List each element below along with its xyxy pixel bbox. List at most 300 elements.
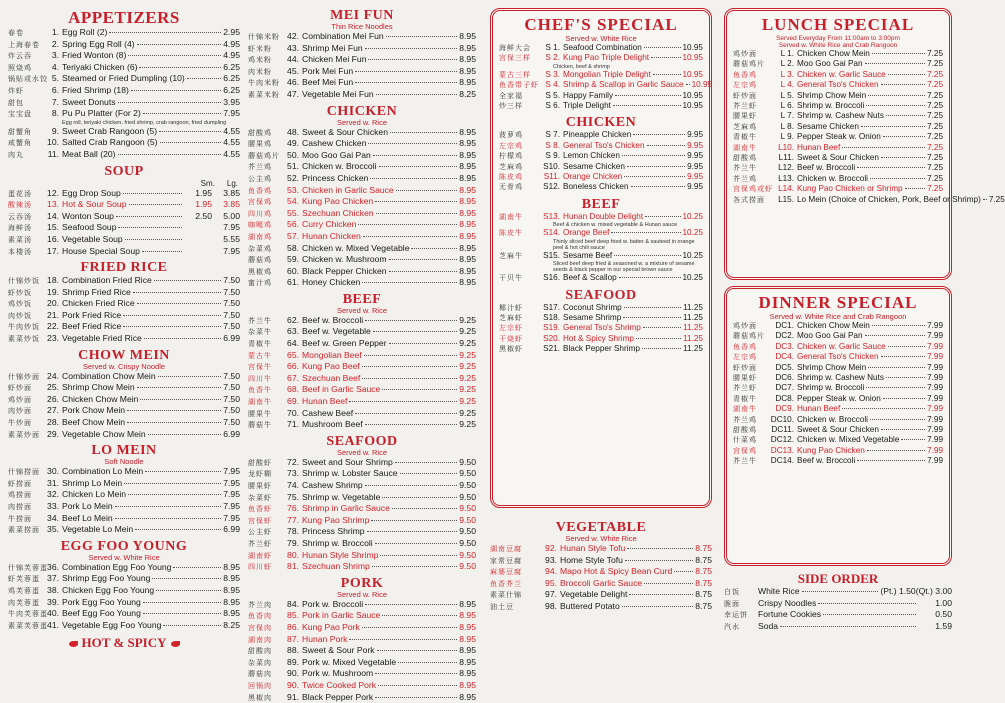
chinese-name: 甜酸肉 [248,646,282,657]
item-description: Beef & chicken w. mixed vegetable & Hunan sauce [499,222,703,228]
dot-leader [614,255,680,256]
dot-leader [872,53,925,54]
menu-item [248,138,476,150]
menu-column-3 [490,8,712,656]
item-price: 8.95 [459,43,476,54]
menu-item [499,273,703,283]
item-name: Szechuan Chicken [302,208,374,219]
side-order-list [724,586,952,632]
item-price: 8.95 [459,54,476,65]
menu-item [248,468,476,480]
item-number: 5. [42,73,62,84]
menu-item [733,331,943,341]
menu-item [8,310,240,322]
menu-item [248,89,476,101]
dot-leader [145,471,221,472]
menu-item [8,73,240,85]
item-price: 7.50 [223,417,240,428]
item-name: Lemon Chicken [563,151,620,161]
item-price: 7.95 [223,489,240,500]
menu-item [248,185,476,197]
vegetable-title: VEGETABLE [490,520,712,535]
item-number: DC6. [767,373,797,383]
dot-leader [376,94,458,95]
item-number: 66. [282,361,302,372]
dot-leader [118,227,182,228]
beef-subtitle: Served w. Rice [248,307,476,315]
dot-leader [866,387,925,388]
menu-item [248,66,476,78]
dot-leader [355,71,457,72]
item-price: 7.99 [927,342,943,352]
chinese-name: 芥兰鸡 [733,415,767,425]
item-price: 8.25 [223,620,240,631]
chinese-name: 腰果虾 [248,481,282,492]
menu-item [248,599,476,611]
dot-leader [358,224,457,225]
item-price: 6.99 [223,333,240,344]
item-number: 90. [282,680,302,691]
item-number: 41. [42,620,62,631]
item-number: 80. [282,550,302,561]
item-number: 81. [282,561,302,572]
item-price: 10.95 [683,53,704,63]
menu-item [8,417,240,429]
dot-leader [355,413,457,414]
egg-foo-young-section [8,539,240,632]
chinese-name: 素菜汤 [8,235,42,246]
dot-leader [137,387,222,388]
chow-mein-section [8,348,240,441]
item-description: Sliced beef deep fried & seasoned w. a mixture of sesame seeds & black pepper in our special brown sauce [499,261,703,273]
menu-item [8,211,240,223]
item-price: 10.25 [683,273,704,283]
fried-rice-section [8,260,240,345]
chinese-name: 菠萝鸡 [499,130,533,140]
item-price: 8.95 [459,634,476,645]
item-price: 8.95 [459,243,476,254]
item-price: 9.95 [687,141,703,151]
dot-leader [128,494,221,495]
item-number: DC10. [767,415,797,425]
menu-item [733,80,943,90]
item-price: 8.25 [459,89,476,100]
item-price: 8.95 [459,599,476,610]
item-price: 7.25 [927,184,943,194]
item-name: Hot & Spicy Shrimp [563,334,634,344]
chinese-name: 虾米粉 [248,44,282,55]
chinese-name: 蘑菇肉 [248,669,282,680]
item-number: 94. [524,566,560,577]
item-name: Curry Chicken [302,219,356,230]
item-name: Chicken w. Mushroom [302,254,387,265]
item-number: 2. [42,39,62,50]
chinese-name: 甜酸鸡 [733,153,767,163]
chinese-name: 素菜米粉 [248,90,282,101]
menu-item [490,566,712,578]
menu-column-2 [248,8,476,656]
chinese-name: 甜酸虾 [248,458,282,469]
menu-item [499,141,703,151]
menu-item [490,578,712,590]
dot-leader [375,201,457,202]
item-price: 10.25 [683,212,704,222]
dot-leader [905,188,925,189]
item-price: 9.25 [459,315,476,326]
chinese-name: 麻婆豆腐 [490,567,524,578]
item-price: 1.00 [918,598,952,609]
item-name: Hunan Beef [797,404,840,414]
dot-leader [627,166,685,167]
item-price: 10.25 [683,251,704,261]
chinese-name: 青椒牛 [733,394,767,404]
chinese-name: 鸡芙蓉蛋 [8,586,42,597]
item-price: 7.25 [927,163,943,173]
dot-leader [365,604,457,605]
item-price: 7.50 [223,394,240,405]
menu-item [733,91,943,101]
dot-leader [651,57,680,58]
dot-leader [129,204,183,205]
item-name: Hunan Double Delight [563,212,643,222]
seafood-list [248,457,476,573]
item-name: Shrimp Mei Fun [302,43,363,54]
item-price: 9.50 [459,480,476,491]
item-price: 7.25 [989,195,1005,205]
item-name: Combination Mei Fun [302,31,384,42]
item-name: Black Pepper Pork [302,692,373,703]
menu-item [8,137,240,149]
item-price: 7.25 [927,59,943,69]
chinese-name: 炸虾 [8,86,42,97]
dot-leader [888,74,925,75]
item-price: 8.95 [223,573,240,584]
item-name: Pork w. Mushroom [302,668,373,679]
item-number: 19. [42,287,62,298]
item-name: Shrimp w. Broccoli [302,538,373,549]
dot-leader [124,483,221,484]
menu-item [248,208,476,220]
dot-leader [395,462,458,463]
dot-leader [861,126,925,127]
chefs-special-subtitle: Served w. White Rice [499,35,703,43]
item-price: 6.99 [223,524,240,535]
dot-leader [392,508,457,509]
chinese-name: 柠檬鸡 [499,151,533,161]
item-price: 8.95 [223,597,240,608]
item-description: Thinly sliced beef deep fried w. batter & sauteed in orange peel & hot chili sauce [499,239,703,251]
item-price: 8.95 [459,610,476,621]
item-number: 15. [42,222,62,233]
item-price: 7.50 [223,298,240,309]
chinese-name: 湖南牛 [499,212,533,222]
item-price: 7.50 [223,371,240,382]
chow-mein-subtitle: Served w. Crispy Noodle [8,363,240,371]
item-name: Chicken w. Broccoli [302,161,377,172]
dot-leader [376,213,458,214]
item-name: Pork Fried Rice [62,310,121,321]
item-name: Steamed or Fried Dumpling (10) [62,73,185,84]
item-name: Chicken Lo Mein [62,489,126,500]
item-number: S19. [533,323,563,333]
chinese-name: 宫保虾 [248,516,282,527]
item-name: Combination Egg Foo Young [62,562,171,573]
dot-leader [364,355,458,356]
item-name: Hunan Style Shrimp [302,550,378,561]
chinese-name: 油土豆 [490,602,524,613]
item-price: 8.95 [459,138,476,149]
chinese-name: 各式捞面 [733,195,767,205]
item-name: Teriyaki Chicken (6) [62,62,137,73]
item-price: 7.95 [223,466,240,477]
dot-leader [158,376,222,377]
menu-item [248,457,476,469]
menu-item [733,70,943,80]
chinese-name: 素菜芙蓉蛋 [8,621,42,632]
item-number: 20. [42,298,62,309]
menu-column-1 [8,8,240,656]
dot-leader [142,251,182,252]
dot-leader [400,473,458,474]
menu-item [8,321,240,333]
chinese-name: 白饭 [724,587,758,598]
item-name: White Rice [758,586,800,597]
menu-item [8,199,240,211]
dot-leader [143,113,221,114]
menu-item [248,219,476,231]
chinese-name: 牛肉炒饭 [8,322,42,333]
item-name: Fortune Cookies [758,609,821,620]
menu-item [248,668,476,680]
item-name: Fried Shrimp (18) [62,85,129,96]
item-number: 43. [282,43,302,54]
dot-leader [382,497,457,498]
item-number: S10. [533,162,563,172]
menu-item [248,315,476,327]
menu-item [248,54,476,66]
chinese-name: 虾炒饭 [8,288,42,299]
item-number: S 1. [533,43,563,53]
dot-leader [857,167,925,168]
item-number: 6. [42,85,62,96]
dot-leader [362,627,457,628]
item-name: Triple Delight [563,101,611,111]
chinese-name: 炸云吞 [8,51,42,62]
item-name: Seafood Soup [62,222,116,233]
item-number: 85. [282,610,302,621]
item-price-small: 2.50 [184,211,212,222]
item-name: Shrimp w. Broccoli [797,383,864,393]
item-price: 9.50 [459,550,476,561]
chicken-section [248,104,476,289]
menu-item [248,657,476,669]
dot-leader [125,239,182,240]
menu-item [499,323,703,333]
item-number: L15. [767,195,797,205]
item-name: Szechuan Shrimp [302,561,370,572]
chinese-name: 鱼香牛 [248,385,282,396]
dot-leader [118,154,222,155]
dot-leader [644,47,681,48]
item-name: Vegetable Delight [560,589,627,600]
item-price: 9.95 [687,162,703,172]
item-name: Vegetable Fried Rice [62,333,142,344]
dot-leader [143,613,221,614]
menu-item [499,182,703,192]
item-price: 7.99 [927,446,943,456]
chinese-name: 芝麻牛 [499,251,533,261]
item-price: 9.25 [459,384,476,395]
chinese-name: 陈皮牛 [499,228,533,238]
item-price: 6.99 [223,429,240,440]
item-number: 75. [282,492,302,503]
chinese-name: 甜酸鸡 [733,425,767,435]
chinese-name: 虾炒面 [733,91,767,101]
chinese-name: 素菜捞面 [8,525,42,536]
item-price: 8.95 [459,266,476,277]
item-price-small: 1.95 [184,188,212,199]
item-number: 24. [42,371,62,382]
item-number: S14. [533,228,563,238]
item-price-small: 1.95 [184,199,212,210]
item-price: 1.59 [918,621,952,632]
item-name: Pork Chow Mein [62,405,125,416]
menu-item [8,562,240,574]
menu-item [248,515,476,527]
dot-leader [115,506,222,507]
item-price: 8.95 [459,231,476,242]
item-number: 25. [42,382,62,393]
item-name: Chicken Fried Rice [62,298,135,309]
item-number: 84. [282,599,302,610]
menu-item [499,101,703,111]
item-price: 7.25 [927,143,943,153]
item-name: Vegetable Egg Foo Young [62,620,161,631]
item-number: DC11. [767,425,797,435]
chinese-name: 芥兰鸡 [248,162,282,173]
pork-subtitle: Served w. Rice [248,591,476,599]
chinese-name: 宝宝盘 [8,109,42,120]
item-price: 8.95 [459,277,476,288]
item-number: 91. [282,692,302,703]
item-price: 7.25 [927,132,943,142]
dot-leader [362,282,457,283]
chinese-name: 春卷 [8,28,42,39]
item-number: 45. [282,66,302,77]
item-name: Fried Wonton (8) [62,50,126,61]
item-price: 8.95 [459,622,476,633]
item-number: 77. [282,515,302,526]
item-name: Salted Crab Rangoon (5) [62,137,158,148]
item-number: S12. [533,182,563,192]
item-name: Beef Chow Mein [62,417,125,428]
item-name: Chicken w. Broccoli [797,415,868,425]
item-price: 10.95 [683,43,704,53]
chinese-name: 湖南豆腐 [490,544,524,555]
dot-leader [886,377,925,378]
dot-leader [633,134,685,135]
item-name: Hot & Sour Soup [62,199,127,210]
item-name: Beef w. Broccoli [302,315,363,326]
chinese-name: 蛋花汤 [8,189,42,200]
menu-item [8,149,240,161]
item-number: 64. [282,338,302,349]
item-number: 16. [42,234,62,245]
item-name: Chicken in Garlic Sauce [302,185,394,196]
menu-item [499,151,703,161]
menu-item [733,404,943,414]
pork-section [248,576,476,703]
menu-item [8,371,240,383]
item-number: 9. [42,126,62,137]
chinese-name: 蘑菇鸡 [248,255,282,266]
item-price: 7.50 [223,287,240,298]
menu-item [8,97,240,109]
item-name: Shrimp w. Lobster Sauce [302,468,398,479]
chinese-name: 肉炒面 [8,406,42,417]
item-price: 7.95 [223,513,240,524]
dot-leader [123,326,221,327]
beef-title: BEEF [248,292,476,307]
chinese-name: 炒三样 [499,101,533,111]
dot-leader [823,614,916,615]
size-small-label: Sm. [201,179,215,188]
item-name: Shrimp w. Cashew Nuts [797,373,884,383]
item-number: 72. [282,457,302,468]
menu-item [8,597,240,609]
item-price-large: 3.85 [212,188,240,199]
item-number: 42. [282,31,302,42]
item-name: Szechuan Beef [302,373,360,384]
chinese-name: 牛炒面 [8,418,42,429]
item-number: 86. [282,622,302,633]
item-number: 37. [42,573,62,584]
item-name: Lo Mein (Choice of Chicken, Pork, Beef or Shrimp) [797,195,981,205]
item-number: 59. [282,254,302,265]
chefs-seafood-list [499,303,703,355]
item-number: 32. [42,489,62,500]
item-number: S17. [533,303,563,313]
chinese-name: 素菜什锦 [490,590,524,601]
hot-spicy-label: HOT & SPICY [82,635,167,650]
dot-leader [118,102,222,103]
menu-item [248,645,476,657]
item-price: 10.25 [683,228,704,238]
dot-leader [647,145,686,146]
item-name: Pork Egg Foo Young [62,597,141,608]
dot-leader [137,303,222,304]
menu-item [248,550,476,562]
lo-mein-subtitle: Soft Noodle [8,458,240,466]
dot-leader [624,307,681,308]
chinese-name: 黑椒虾 [499,344,533,354]
item-number: L 3. [767,70,797,80]
menu-item [8,513,240,525]
menu-item [499,130,703,140]
item-number: 12. [42,188,62,199]
dot-leader [365,485,458,486]
item-price: 8.95 [459,31,476,42]
dot-leader [349,401,457,402]
chinese-name: 咸蟹角 [8,138,42,149]
item-name: Seafood Combination [563,43,642,53]
item-number: L14. [767,184,797,194]
chinese-name: 湖南鸡 [248,232,282,243]
item-number: 92. [524,543,560,554]
item-price: 9.50 [459,538,476,549]
chinese-name: 虾捞面 [8,479,42,490]
side-item [724,609,952,621]
